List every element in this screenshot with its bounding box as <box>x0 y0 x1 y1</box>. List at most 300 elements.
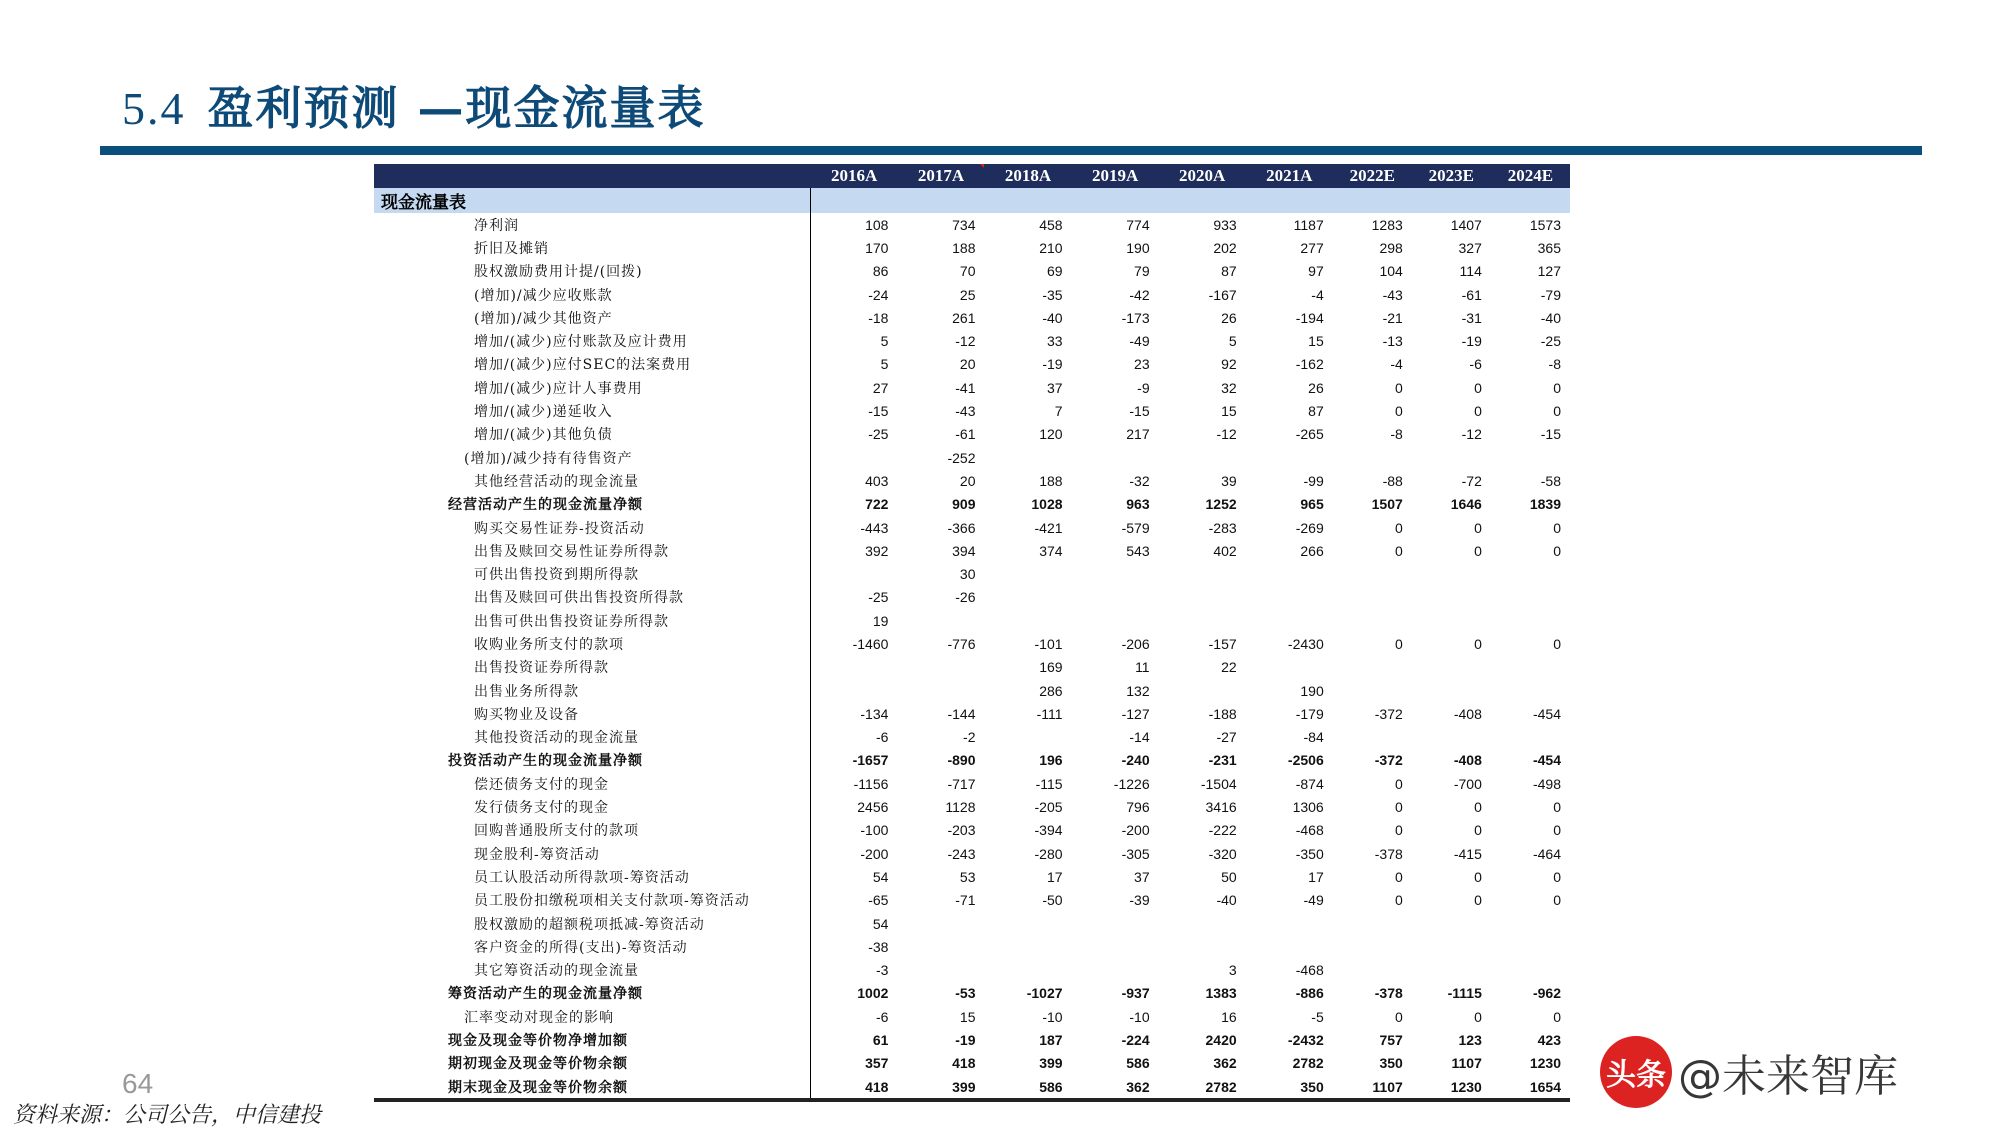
row-label: 现金及现金等价物净增加额 <box>374 1028 810 1051</box>
value-cell: 170 <box>865 239 889 256</box>
value-cell: 0 <box>1474 1008 1482 1025</box>
value-cell: 963 <box>1126 496 1150 513</box>
value-cell: -6 <box>875 729 889 746</box>
value-cell: 0 <box>1553 868 1561 885</box>
row-label: 偿还债务支付的现金 <box>374 772 810 795</box>
value-cell <box>810 679 897 702</box>
value-cell: 5 <box>1228 333 1237 350</box>
value-cell: -962 <box>1532 985 1561 1002</box>
value-cell: 418 <box>952 1055 976 1072</box>
table-total-row <box>374 749 1570 772</box>
value-cell: 0 <box>1553 1008 1561 1025</box>
value-cell: -12 <box>1216 426 1237 443</box>
value-cell <box>1159 679 1246 702</box>
value-cell: -100 <box>860 822 889 839</box>
value-cell: 1646 <box>1450 496 1482 513</box>
table-total-row <box>374 982 1570 1005</box>
value-cell <box>1072 586 1159 609</box>
value-cell: 120 <box>1039 426 1063 443</box>
value-cell: -408 <box>1453 705 1482 722</box>
value-cell <box>984 609 1071 632</box>
value-cell: 188 <box>1039 472 1063 489</box>
value-cell <box>1333 726 1412 749</box>
row-label: 筹资活动产生的现金流量净额 <box>374 982 810 1005</box>
section-label: 现金流量表 <box>374 188 810 213</box>
value-cell <box>1333 562 1412 585</box>
value-cell: 79 <box>1134 263 1150 280</box>
value-cell: -84 <box>1303 729 1324 746</box>
value-cell <box>984 959 1071 982</box>
value-cell: 1306 <box>1292 799 1324 816</box>
page-title <box>122 72 706 138</box>
value-cell: 20 <box>959 356 976 373</box>
value-cell: 399 <box>1039 1055 1063 1072</box>
value-cell: 3 <box>1228 962 1237 979</box>
value-cell: 15 <box>1221 403 1237 420</box>
value-cell: -115 <box>1035 775 1063 792</box>
table-row <box>374 935 1570 958</box>
value-cell: -1504 <box>1200 775 1237 792</box>
year-header: 2016A <box>810 164 897 188</box>
value-cell: 0 <box>1553 799 1561 816</box>
value-cell: -24 <box>868 286 889 303</box>
value-cell: 37 <box>1134 868 1150 885</box>
value-cell: -32 <box>1129 472 1150 489</box>
value-cell: 402 <box>1213 542 1237 559</box>
value-cell <box>1159 935 1246 958</box>
value-cell: -468 <box>1295 822 1324 839</box>
table-row <box>374 306 1570 329</box>
value-cell: 423 <box>1537 1032 1561 1049</box>
value-cell: -157 <box>1208 635 1237 652</box>
table-row <box>374 586 1570 609</box>
table-row <box>374 353 1570 376</box>
value-cell: 543 <box>1126 542 1150 559</box>
value-cell: 17 <box>1046 868 1063 885</box>
value-cell: 7 <box>1054 403 1063 420</box>
value-cell <box>984 562 1071 585</box>
value-cell <box>1072 446 1159 469</box>
value-cell: 0 <box>1395 379 1403 396</box>
value-cell: -2432 <box>1287 1032 1324 1049</box>
value-cell: 196 <box>1039 752 1063 769</box>
value-cell <box>984 912 1071 935</box>
value-cell: 2782 <box>1159 1075 1246 1100</box>
value-cell <box>1491 912 1570 935</box>
value-cell: -776 <box>947 635 976 652</box>
table-row <box>374 1005 1570 1028</box>
value-cell: -372 <box>1374 705 1403 722</box>
row-label: 期末现金及现金等价物余额 <box>374 1075 810 1100</box>
value-cell <box>1412 656 1491 679</box>
value-cell: 87 <box>1221 263 1237 280</box>
value-cell: -415 <box>1453 845 1482 862</box>
table-total-row <box>374 1028 1570 1051</box>
value-cell: -717 <box>947 775 976 792</box>
value-cell: 1383 <box>1205 985 1237 1002</box>
table-row <box>374 283 1570 306</box>
cash-flow-table <box>374 164 1570 1102</box>
value-cell: 1002 <box>857 985 889 1002</box>
value-cell: -167 <box>1208 286 1237 303</box>
value-cell: -12 <box>955 333 976 350</box>
value-cell <box>984 935 1071 958</box>
value-cell: 61 <box>872 1032 889 1049</box>
value-cell: -378 <box>1374 985 1403 1002</box>
row-label: 增加/(减少)应付账款及应计费用 <box>374 329 810 352</box>
value-cell: 0 <box>1395 892 1403 909</box>
value-cell <box>897 912 984 935</box>
value-cell: 27 <box>872 379 889 396</box>
value-cell: 0 <box>1395 542 1403 559</box>
value-cell: -21 <box>1382 309 1403 326</box>
value-cell: -2 <box>963 729 976 746</box>
value-cell <box>1333 679 1412 702</box>
value-cell <box>1412 679 1491 702</box>
value-cell: -205 <box>1034 799 1063 816</box>
value-cell: 374 <box>1039 542 1063 559</box>
value-cell: 0 <box>1553 542 1561 559</box>
value-cell <box>1246 446 1333 469</box>
value-cell: 0 <box>1395 1008 1403 1025</box>
value-cell <box>1246 935 1333 958</box>
value-cell: -19 <box>1042 356 1063 373</box>
value-cell: -49 <box>1129 333 1150 350</box>
row-label: 购买交易性证券-投资活动 <box>374 516 810 539</box>
value-cell <box>1159 912 1246 935</box>
year-header: 2020A <box>1159 164 1246 188</box>
value-cell <box>1333 935 1412 958</box>
row-label: 股权激励的超额税项抵减-筹资活动 <box>374 912 810 935</box>
value-cell: 0 <box>1553 822 1561 839</box>
value-cell <box>1159 586 1246 609</box>
value-cell: 350 <box>1246 1075 1333 1100</box>
row-label: 回购普通股所支付的款项 <box>374 819 810 842</box>
value-cell: 0 <box>1395 519 1403 536</box>
table-row <box>374 679 1570 702</box>
row-label: 出售可供出售投资证券所得款 <box>374 609 810 632</box>
value-cell <box>897 679 984 702</box>
row-label: 增加/(减少)应付SEC的法案费用 <box>374 353 810 376</box>
value-cell: -222 <box>1208 822 1237 839</box>
value-cell: -15 <box>1540 426 1561 443</box>
table-row <box>374 446 1570 469</box>
value-cell: 5 <box>880 356 889 373</box>
value-cell: -305 <box>1121 845 1150 862</box>
value-cell: -203 <box>947 822 976 839</box>
value-cell <box>1246 609 1333 632</box>
value-cell: 734 <box>952 216 976 233</box>
value-cell: -26 <box>955 589 976 606</box>
value-cell: 0 <box>1474 542 1482 559</box>
value-cell: -72 <box>1461 472 1482 489</box>
value-cell: -41 <box>955 379 976 396</box>
table-total-row <box>374 493 1570 516</box>
value-cell: -39 <box>1129 892 1150 909</box>
table-row <box>374 632 1570 655</box>
value-cell: -162 <box>1295 356 1324 373</box>
row-label: 出售投资证券所得款 <box>374 656 810 679</box>
table-row <box>374 329 1570 352</box>
value-cell: -1657 <box>852 752 889 769</box>
value-cell: 26 <box>1308 379 1324 396</box>
value-cell: -1156 <box>853 775 889 792</box>
value-cell: 1107 <box>1333 1075 1412 1100</box>
value-cell: 0 <box>1395 403 1403 420</box>
value-cell <box>1333 656 1412 679</box>
value-cell: -8 <box>1390 426 1403 443</box>
value-cell: 757 <box>1379 1032 1403 1049</box>
value-cell: -269 <box>1295 519 1324 536</box>
value-cell: -243 <box>947 845 976 862</box>
value-cell: -200 <box>1121 822 1150 839</box>
value-cell <box>1072 562 1159 585</box>
value-cell: -15 <box>1129 403 1150 420</box>
value-cell: 0 <box>1553 403 1561 420</box>
value-cell: -350 <box>1295 845 1324 862</box>
value-cell: 458 <box>1039 216 1063 233</box>
value-cell: -464 <box>1532 845 1561 862</box>
value-cell <box>897 935 984 958</box>
value-cell: -378 <box>1374 845 1403 862</box>
value-cell: -58 <box>1540 472 1561 489</box>
value-cell: -14 <box>1129 729 1150 746</box>
value-cell: -700 <box>1453 775 1482 792</box>
value-cell: 362 <box>1072 1075 1159 1100</box>
value-cell: -2506 <box>1287 752 1324 769</box>
cash-flow-table-container <box>374 164 1570 1102</box>
value-cell: 15 <box>1308 333 1324 350</box>
value-cell: 365 <box>1537 239 1561 256</box>
value-cell <box>984 446 1071 469</box>
value-cell: 1187 <box>1293 216 1324 233</box>
value-cell: 0 <box>1553 379 1561 396</box>
value-cell <box>1333 609 1412 632</box>
value-cell: 202 <box>1213 239 1237 256</box>
value-cell <box>1333 586 1412 609</box>
value-cell: 30 <box>959 566 976 583</box>
value-cell: -188 <box>1208 705 1237 722</box>
value-cell: 25 <box>959 286 976 303</box>
value-cell: -2430 <box>1287 635 1324 652</box>
value-cell: 22 <box>1221 659 1237 676</box>
value-cell: 286 <box>1039 682 1063 699</box>
value-cell <box>1491 726 1570 749</box>
value-cell: -31 <box>1461 309 1482 326</box>
value-cell <box>1412 726 1491 749</box>
value-cell: -454 <box>1532 705 1561 722</box>
value-cell: -127 <box>1121 705 1150 722</box>
row-label: 股权激励费用计提/(回拨) <box>374 260 810 283</box>
row-label: (增加)/减少应收账款 <box>374 283 810 306</box>
value-cell: -99 <box>1303 472 1324 489</box>
value-cell: -4 <box>1390 356 1403 373</box>
value-cell <box>1072 912 1159 935</box>
row-label: 收购业务所支付的款项 <box>374 632 810 655</box>
value-cell <box>1491 656 1570 679</box>
table-row <box>374 959 1570 982</box>
value-cell: 123 <box>1458 1032 1482 1049</box>
row-label: 可供出售投资到期所得款 <box>374 562 810 585</box>
value-cell: 586 <box>1126 1055 1150 1072</box>
row-label: 折旧及摊销 <box>374 236 810 259</box>
value-cell: -18 <box>868 309 889 326</box>
year-header: 2021A <box>1246 164 1333 188</box>
table-row <box>374 609 1570 632</box>
value-cell: 0 <box>1474 892 1482 909</box>
table-row <box>374 469 1570 492</box>
value-cell <box>1159 446 1246 469</box>
table-row <box>374 516 1570 539</box>
value-cell: -252 <box>947 449 976 466</box>
value-cell: 1230 <box>1412 1075 1491 1100</box>
value-cell: 69 <box>1046 263 1063 280</box>
value-cell: -468 <box>1295 962 1324 979</box>
value-cell <box>1072 959 1159 982</box>
value-cell: 1507 <box>1371 496 1403 513</box>
value-cell: 2420 <box>1205 1032 1237 1049</box>
value-cell: -1115 <box>1447 985 1482 1002</box>
value-cell: -25 <box>868 589 889 606</box>
value-cell: -320 <box>1208 845 1237 862</box>
value-cell: 0 <box>1553 892 1561 909</box>
row-label: 购买物业及设备 <box>374 702 810 725</box>
value-cell: 210 <box>1039 239 1063 256</box>
table-row <box>374 795 1570 818</box>
row-label: 其他经营活动的现金流量 <box>374 469 810 492</box>
value-cell: 1128 <box>945 799 976 816</box>
value-cell: -43 <box>1382 286 1403 303</box>
value-cell: -3 <box>875 962 889 979</box>
value-cell: 0 <box>1474 822 1482 839</box>
value-cell: 54 <box>872 868 889 885</box>
value-cell <box>810 562 897 585</box>
value-cell: 909 <box>952 496 976 513</box>
table-row <box>374 819 1570 842</box>
value-cell: -6 <box>875 1008 889 1025</box>
value-cell <box>1412 446 1491 469</box>
value-cell <box>810 656 897 679</box>
value-cell: 15 <box>959 1008 976 1025</box>
value-cell <box>1159 562 1246 585</box>
value-cell <box>984 586 1071 609</box>
year-header-text: 2017A <box>917 166 965 185</box>
value-cell: -71 <box>955 892 976 909</box>
value-cell: -19 <box>1461 333 1482 350</box>
value-cell: 0 <box>1395 775 1403 792</box>
value-cell: -50 <box>1042 892 1063 909</box>
year-header: 2022E <box>1333 164 1412 188</box>
value-cell: -890 <box>947 752 976 769</box>
value-cell: 1230 <box>1529 1055 1561 1072</box>
table-row <box>374 399 1570 422</box>
value-cell: 586 <box>984 1075 1071 1100</box>
value-cell: -134 <box>860 705 889 722</box>
value-cell: 1107 <box>1451 1055 1482 1072</box>
value-cell: -1027 <box>1026 985 1063 1002</box>
table-row <box>374 772 1570 795</box>
value-cell: -43 <box>955 403 976 420</box>
value-cell: -498 <box>1532 775 1561 792</box>
value-cell <box>1333 912 1412 935</box>
value-cell: 362 <box>1213 1055 1237 1072</box>
table-row <box>374 865 1570 888</box>
value-cell <box>1246 586 1333 609</box>
value-cell: -40 <box>1042 309 1063 326</box>
value-cell: 0 <box>1553 635 1561 652</box>
value-cell: 394 <box>952 542 976 559</box>
value-cell: -1460 <box>852 635 889 652</box>
value-cell: -65 <box>868 892 889 909</box>
value-cell: -13 <box>1382 333 1403 350</box>
value-cell: -111 <box>1036 705 1063 722</box>
value-cell: 1407 <box>1450 216 1482 233</box>
value-cell <box>1412 935 1491 958</box>
table-row <box>374 702 1570 725</box>
value-cell: -101 <box>1034 635 1063 652</box>
value-cell: 17 <box>1308 868 1324 885</box>
value-cell: 1654 <box>1491 1075 1570 1100</box>
value-cell <box>1072 935 1159 958</box>
value-cell: 1839 <box>1529 496 1561 513</box>
value-cell: 0 <box>1395 799 1403 816</box>
value-cell: 92 <box>1221 356 1237 373</box>
value-cell: 418 <box>810 1075 897 1100</box>
value-cell: -19 <box>955 1032 976 1049</box>
value-cell: 114 <box>1459 263 1482 280</box>
table-row <box>374 726 1570 749</box>
value-cell: -10 <box>1129 1008 1150 1025</box>
value-cell: -6 <box>1469 356 1482 373</box>
year-header: 2023E <box>1412 164 1491 188</box>
value-cell: 2782 <box>1292 1055 1324 1072</box>
value-cell <box>984 726 1071 749</box>
table-total-row <box>374 1075 1570 1100</box>
value-cell: -173 <box>1121 309 1150 326</box>
value-cell: 0 <box>1395 822 1403 839</box>
year-header: 2018A <box>984 164 1071 188</box>
table-total-row <box>374 1052 1570 1075</box>
value-cell: 33 <box>1046 333 1063 350</box>
value-cell: 26 <box>1221 309 1237 326</box>
value-cell: 965 <box>1300 496 1324 513</box>
value-cell: -88 <box>1382 472 1403 489</box>
value-cell <box>1246 562 1333 585</box>
row-label: 现金股利-筹资活动 <box>374 842 810 865</box>
row-label: 其他投资活动的现金流量 <box>374 726 810 749</box>
value-cell: 190 <box>1300 682 1324 699</box>
row-label: (增加)/减少其他资产 <box>374 306 810 329</box>
value-cell <box>1072 609 1159 632</box>
row-label: 汇率变动对现金的影响 <box>374 1005 810 1028</box>
value-cell: 132 <box>1126 682 1150 699</box>
value-cell: -10 <box>1042 1008 1063 1025</box>
value-cell: -40 <box>1540 309 1561 326</box>
value-cell: 5 <box>880 333 889 350</box>
value-cell: 357 <box>865 1055 889 1072</box>
row-label: 员工认股活动所得款项-筹资活动 <box>374 865 810 888</box>
row-label: 员工股份扣缴税项相关支付款项-筹资活动 <box>374 889 810 912</box>
value-cell: 70 <box>959 263 976 280</box>
source-note: 资料来源：公司公告，中信建投 <box>13 1103 322 1128</box>
value-cell: 266 <box>1300 542 1324 559</box>
value-cell <box>1491 935 1570 958</box>
value-cell: -443 <box>860 519 889 536</box>
value-cell <box>1491 959 1570 982</box>
value-cell <box>1412 609 1491 632</box>
value-cell: 0 <box>1474 635 1482 652</box>
value-cell <box>1412 912 1491 935</box>
